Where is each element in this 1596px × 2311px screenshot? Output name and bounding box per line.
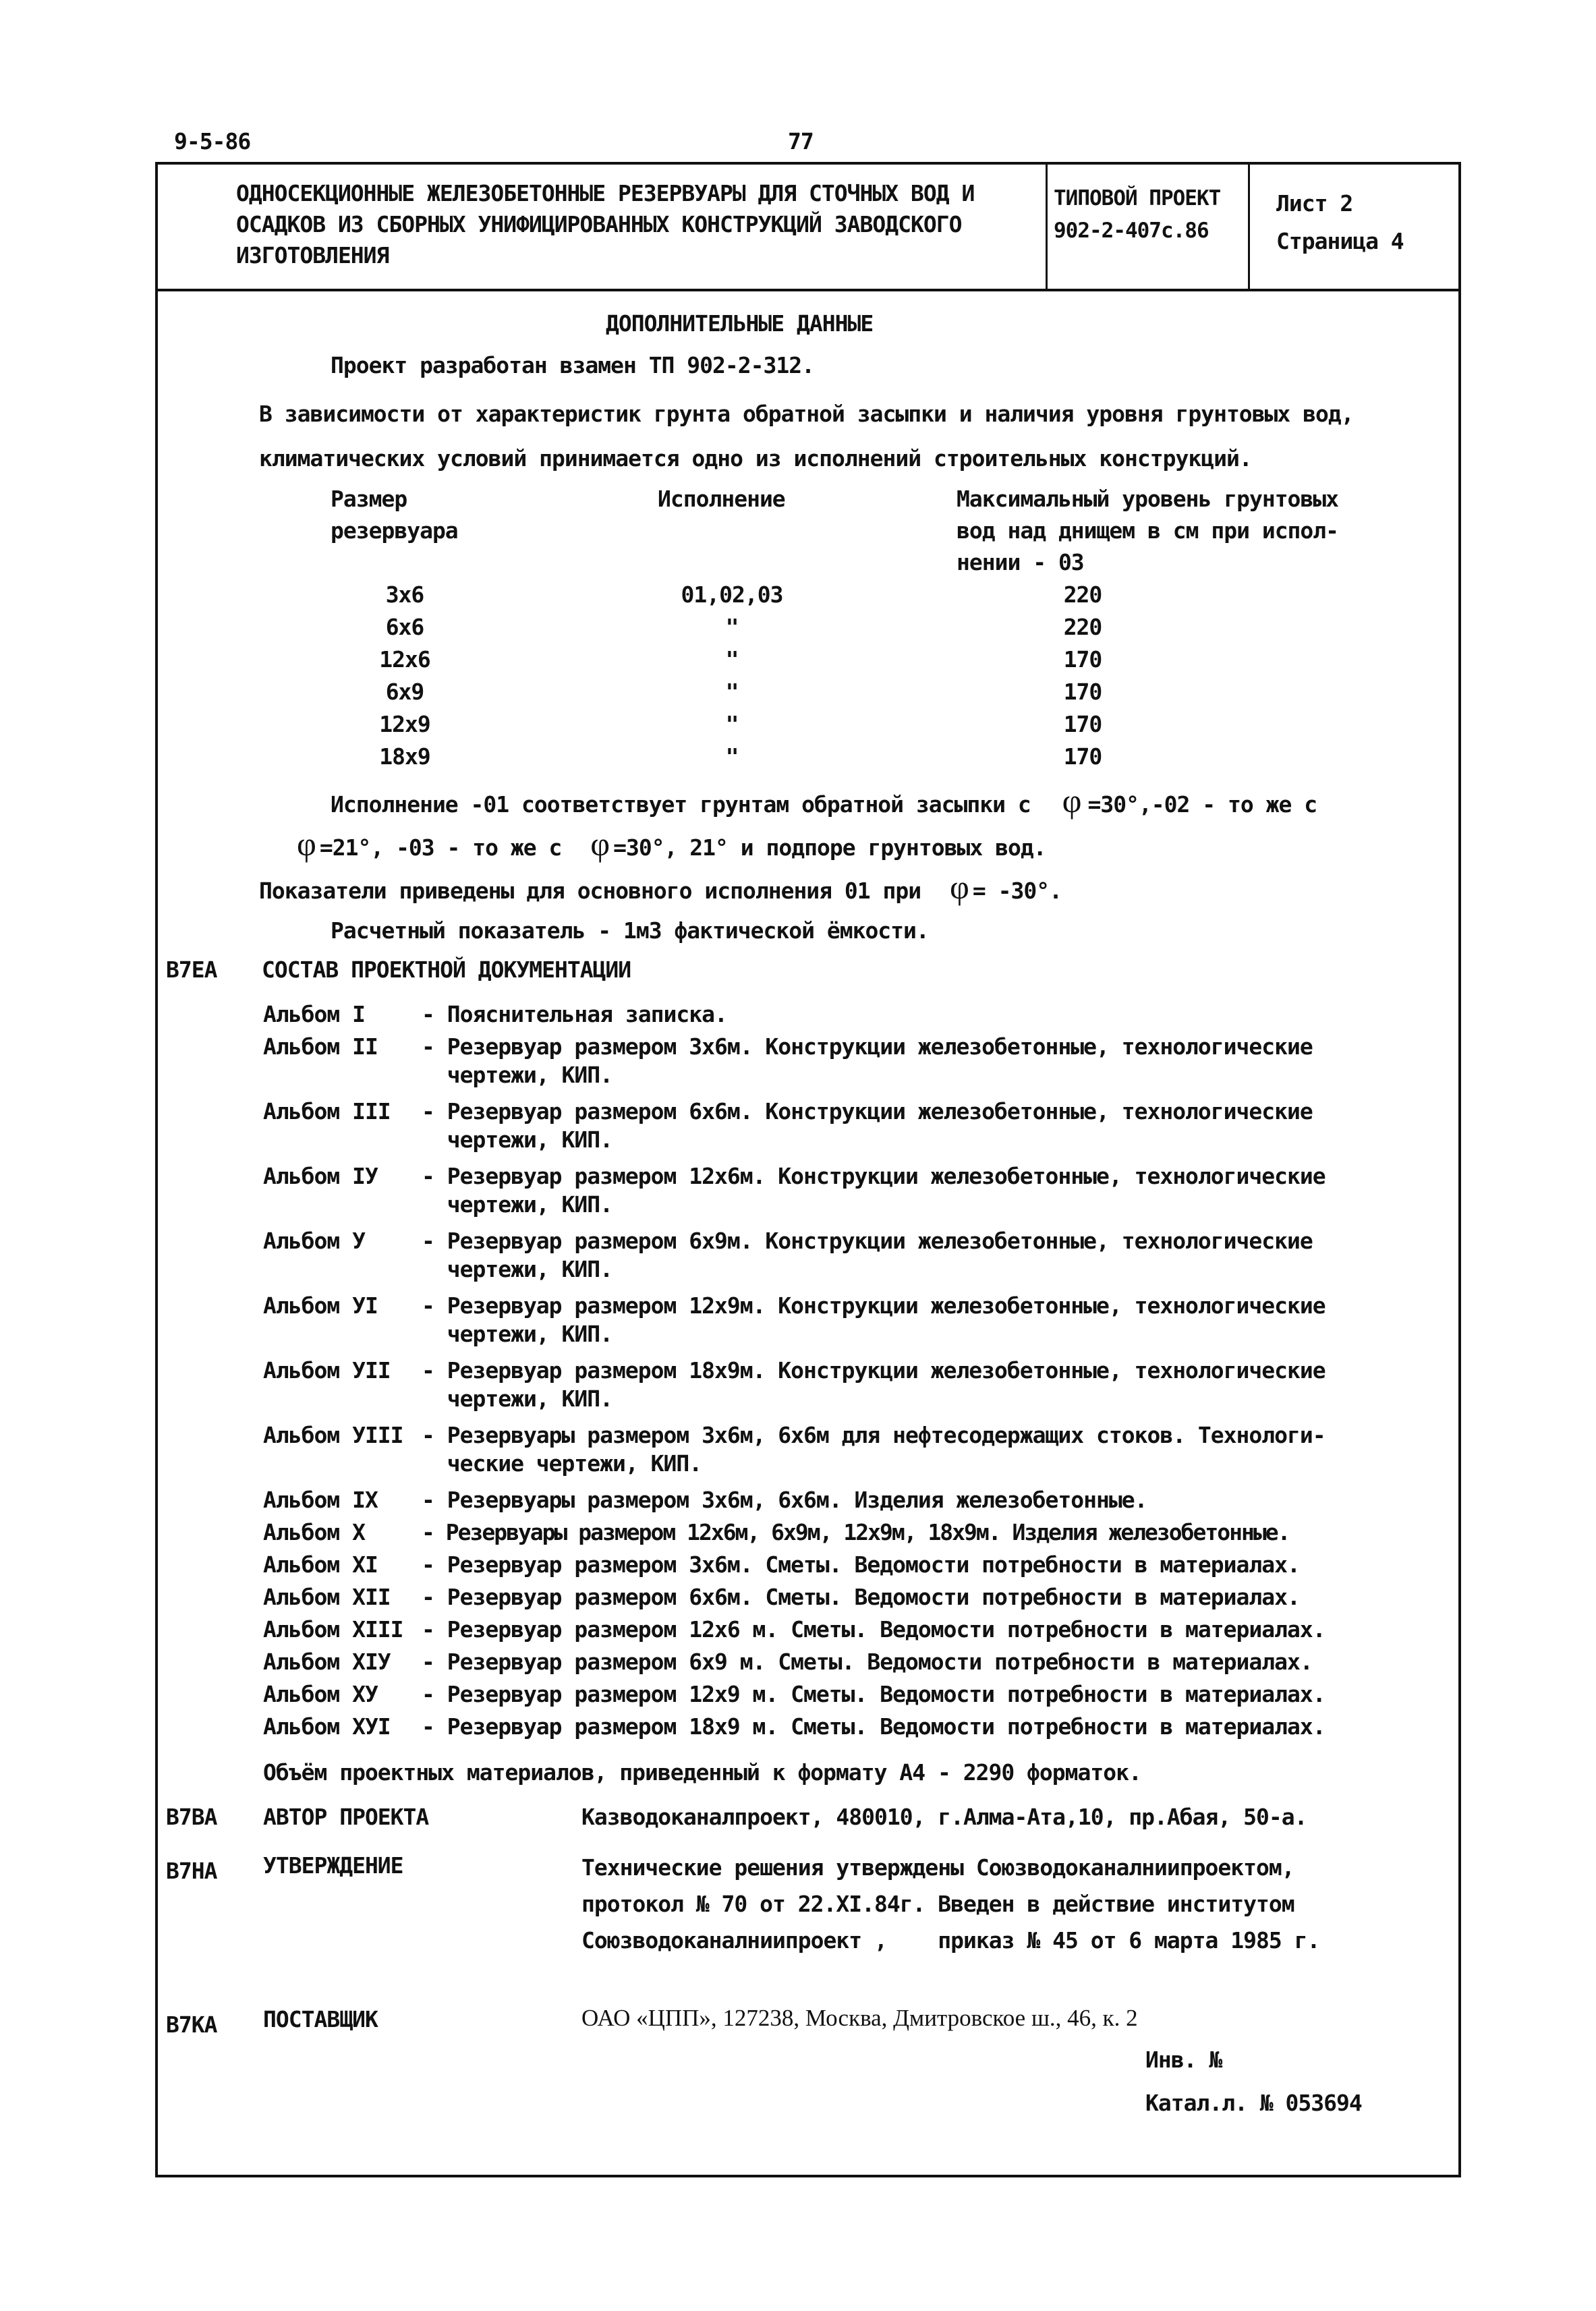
row-exec: 01,02,03 — [681, 581, 783, 608]
header-title-line: ИЗГОТОВЛЕНИЯ — [236, 242, 389, 268]
album-name: Альбом III — [263, 1098, 391, 1124]
composition-heading: СОСТАВ ПРОЕКТНОЙ ДОКУМЕНТАЦИИ — [262, 957, 631, 983]
project-number: 902-2-407с.86 — [1054, 219, 1209, 243]
album-desc: - Резервуары размером 12х6м, 6х9м, 12х9м, 18х9м. Изделия железобетонные. — [422, 1519, 1290, 1545]
album-desc: - Резервуар размером 3х6м. Сметы. Ведомости потребности в материалах. — [422, 1551, 1300, 1578]
row-max: 170 — [1063, 646, 1102, 673]
approval-line: Технические решения утверждены Союзводоканалниипроектом, — [581, 1854, 1294, 1881]
note-line — [259, 868, 1062, 907]
note-text: Показатели приведены для основного исполнения 01 при — [259, 878, 921, 904]
album-desc: - Резервуар размером 6х9 м. Сметы. Ведомости потребности в материалах. — [422, 1649, 1313, 1675]
album-name: Альбом УIII — [263, 1422, 403, 1448]
page-label: Страница 4 — [1276, 228, 1404, 254]
approval-text — [581, 1850, 1319, 1959]
approval-label: УТВЕРЖДЕНИЕ — [263, 1852, 403, 1879]
album-desc: - Резервуары размером 3х6м, 6х6м для нефтесодержащих стоков. Технологи- — [422, 1422, 1326, 1448]
album-name: Альбом ХУI — [263, 1713, 391, 1740]
album-desc: - Резервуар размером 6х6м. Сметы. Ведомости потребности в материалах. — [422, 1584, 1300, 1610]
album-name: Альбом ХIУ — [263, 1649, 391, 1675]
approval-code: В7НА — [166, 1858, 217, 1884]
header-divider — [155, 289, 1461, 291]
album-name: Альбом IХ — [263, 1487, 378, 1513]
header-title-line: ОСАДКОВ ИЗ СБОРНЫХ УНИФИЦИРОВАННЫХ КОНСТРУКЦИЙ ЗАВОДСКОГО — [236, 211, 962, 237]
header-divider-v1 — [1046, 162, 1048, 290]
row-max: 170 — [1063, 679, 1102, 705]
row-exec: " — [725, 711, 739, 737]
album-desc: - Резервуар размером 6х6м. Конструкции железобетонные, технологические — [422, 1098, 1313, 1124]
album-desc: - Резервуар размером 18х9м. Конструкции железобетонные, технологические — [422, 1357, 1326, 1383]
supplier-label: ПОСТАВЩИК — [263, 2006, 378, 2032]
row-exec: " — [725, 743, 739, 770]
volume-text: Объём проектных материалов, приведенный к формату А4 - 2290 форматок. — [263, 1759, 1141, 1786]
album-desc: чертежи, КИП. — [422, 1256, 613, 1282]
author-label: АВТОР ПРОЕКТА — [263, 1804, 429, 1830]
album-name: Альбом УI — [263, 1292, 378, 1319]
phi-symbol: φ — [297, 825, 316, 863]
phi-symbol: φ — [1062, 782, 1081, 820]
col-max-header-line: вод над днищем в см при испол- — [957, 517, 1339, 544]
album-name: Альбом ХIII — [263, 1616, 403, 1643]
section-heading: ДОПОЛНИТЕЛЬНЫЕ ДАННЫЕ — [606, 310, 874, 337]
row-size: 6х9 — [385, 679, 424, 705]
album-desc: чертежи, КИП. — [422, 1191, 613, 1218]
row-size: 12х6 — [379, 646, 430, 673]
col-size-header-line: резервуара — [331, 517, 458, 544]
col-max-header-line: нении - 03 — [957, 549, 1084, 575]
album-desc: - Резервуар размером 12х6м. Конструкции железобетонные, технологические — [422, 1163, 1326, 1189]
row-max: 170 — [1063, 711, 1102, 737]
album-desc: чертежи, КИП. — [422, 1126, 613, 1153]
album-name: Альбом ХУ — [263, 1681, 378, 1707]
album-name: Альбом ХII — [263, 1584, 391, 1610]
album-name: Альбом УII — [263, 1357, 391, 1383]
note-line — [297, 825, 1046, 863]
row-exec: " — [725, 646, 739, 673]
row-size: 6х6 — [385, 614, 424, 640]
sheet-cell — [1276, 185, 1404, 260]
album-name: Альбом II — [263, 1033, 378, 1060]
condition-line: В зависимости от характеристик грунта обратной засыпки и наличия уровня грунтовых вод, — [259, 401, 1354, 427]
row-max: 220 — [1063, 614, 1102, 640]
project-cell — [1054, 182, 1220, 247]
album-desc: - Резервуар размером 6х9м. Конструкции железобетонные, технологические — [422, 1228, 1313, 1254]
header-title-line: ОДНОСЕКЦИОННЫЕ ЖЕЛЕЗОБЕТОННЫЕ РЕЗЕРВУАРЫ ДЛЯ СТОЧНЫХ ВОД И — [236, 180, 975, 206]
row-exec: " — [725, 679, 739, 705]
album-name: Альбом ХI — [263, 1551, 378, 1578]
col-size-header — [331, 483, 458, 546]
doc-date: 9-5-86 — [174, 128, 251, 154]
composition-code: В7ЕА — [166, 957, 217, 983]
supplier-value: ОАО «ЦПП», 127238, Москва, Дмитровское ш., 46, к. 2 — [581, 2005, 1138, 2031]
project-label: ТИПОВОЙ ПРОЕКТ — [1054, 186, 1221, 210]
approval-line: Союзводоканалниипроект , приказ № 45 от 6 марта 1985 г. — [581, 1927, 1320, 1953]
header-divider-v2 — [1248, 162, 1250, 290]
header-title — [236, 178, 974, 271]
album-desc: - Резервуар размером 3х6м. Конструкции железобетонные, технологические — [422, 1033, 1313, 1060]
row-size: 18х9 — [379, 743, 430, 770]
row-exec: " — [725, 614, 739, 640]
row-size: 12х9 — [379, 711, 430, 737]
album-desc: - Резервуары размером 3х6м, 6х6м. Изделия железобетонные. — [422, 1487, 1147, 1513]
page-number: 77 — [788, 128, 814, 154]
note-line — [331, 782, 1317, 820]
note-line: Расчетный показатель - 1м3 фактической ёмкости. — [331, 917, 929, 944]
row-size: 3х6 — [385, 581, 424, 608]
note-text: = -30°. — [972, 878, 1062, 904]
col-max-header-line: Максимальный уровень грунтовых — [957, 486, 1339, 512]
note-text: =30°,-02 - то же с — [1087, 791, 1317, 818]
album-name: Альбом Х — [263, 1519, 365, 1545]
row-max: 170 — [1063, 743, 1102, 770]
supplier-code: В7КА — [166, 2012, 217, 2038]
phi-symbol: φ — [590, 825, 610, 863]
note-text: Исполнение -01 соответствует грунтам обратной засыпки с — [331, 791, 1031, 818]
author-code: В7ВА — [166, 1804, 217, 1830]
album-name: Альбом У — [263, 1228, 365, 1254]
phi-symbol: φ — [950, 868, 969, 906]
row-max: 220 — [1063, 581, 1102, 608]
sheet-number: Лист 2 — [1276, 190, 1353, 217]
album-desc: - Резервуар размером 18х9 м. Сметы. Ведомости потребности в материалах. — [422, 1713, 1326, 1740]
col-size-header-line: Размер — [331, 486, 407, 512]
album-desc: - Резервуар размером 12х9 м. Сметы. Ведомости потребности в материалах. — [422, 1681, 1326, 1707]
album-desc: чертежи, КИП. — [422, 1062, 613, 1088]
album-desc: чертежи, КИП. — [422, 1386, 613, 1412]
catalog-number: Катал.л. № 053694 — [1145, 2090, 1362, 2116]
intro-text: Проект разработан взамен ТП 902-2-312. — [331, 352, 814, 378]
note-text: =30°, 21° и подпоре грунтовых вод. — [613, 834, 1046, 861]
album-desc: - Резервуар размером 12х9м. Конструкции железобетонные, технологические — [422, 1292, 1326, 1319]
col-exec-header: Исполнение — [658, 486, 785, 512]
album-name: Альбом I — [263, 1001, 365, 1027]
album-desc: - Резервуар размером 12х6 м. Сметы. Ведомости потребности в материалах. — [422, 1616, 1326, 1643]
album-desc: - Пояснительная записка. — [422, 1001, 727, 1027]
col-max-header — [957, 483, 1338, 578]
approval-line: протокол № 70 от 22.ХI.84г. Введен в действие институтом — [581, 1891, 1294, 1917]
author-value: Казводоканалпроект, 480010, г.Алма-Ата,10, пр.Абая, 50-а. — [581, 1804, 1307, 1830]
album-name: Альбом IУ — [263, 1163, 378, 1189]
inventory-number: Инв. № — [1145, 2047, 1222, 2073]
album-desc: чертежи, КИП. — [422, 1321, 613, 1347]
album-desc: ческие чертежи, КИП. — [422, 1450, 702, 1477]
condition-line: климатических условий принимается одно из исполнений строительных конструкций. — [259, 445, 1252, 472]
note-text: =21°, -03 - то же с — [319, 834, 562, 861]
